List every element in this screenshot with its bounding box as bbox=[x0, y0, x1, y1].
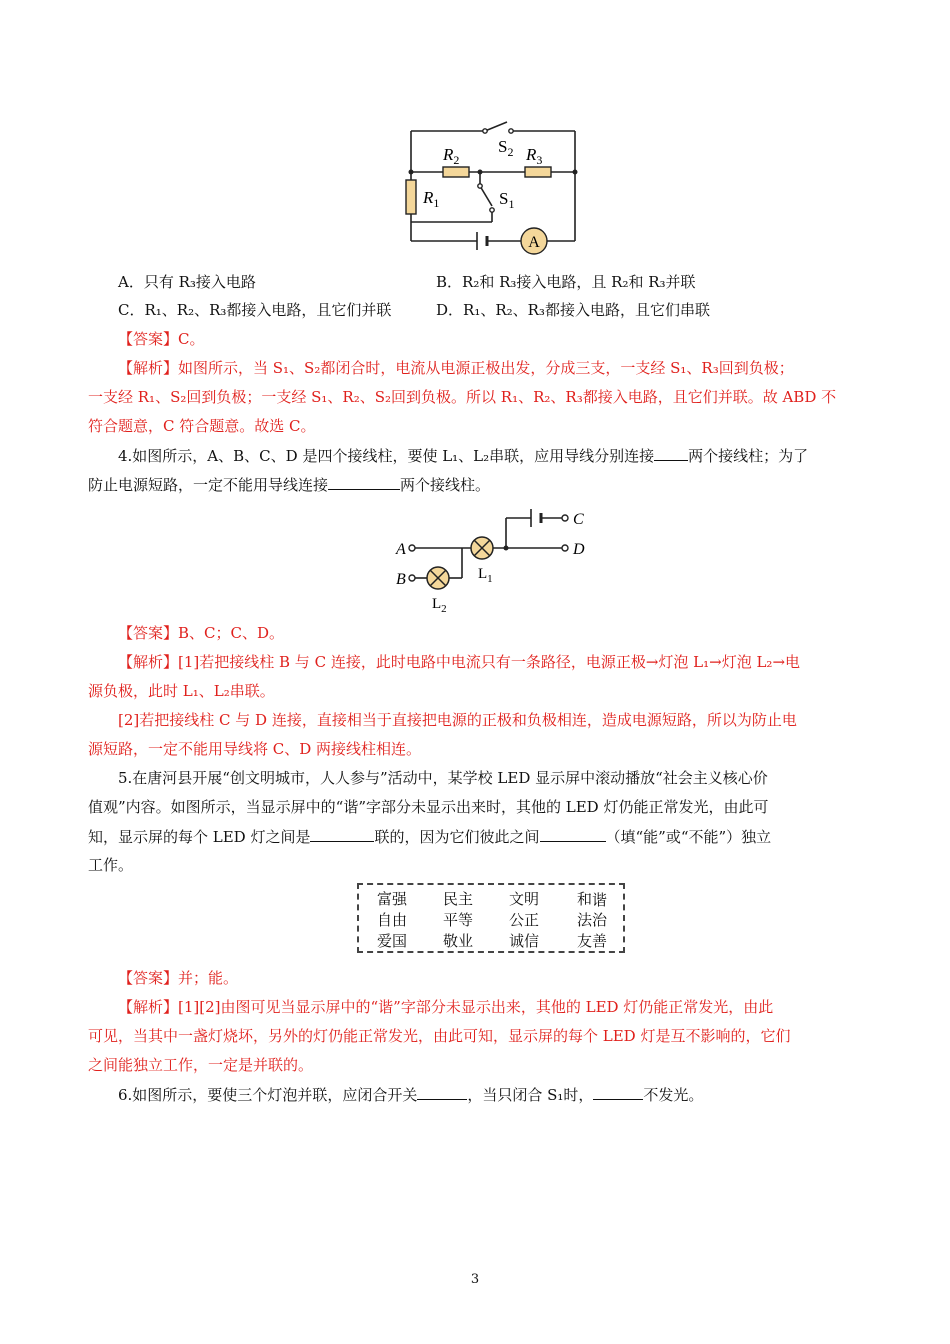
circuit-diagram-2 bbox=[392, 502, 602, 614]
label-s1: $S_1$ bbox=[499, 189, 515, 211]
q5-answer: 【答案】并；能。 bbox=[118, 969, 239, 987]
label-l2: $L_2$ bbox=[432, 596, 447, 615]
resistor-r1 bbox=[406, 180, 416, 214]
label-r2: $R_2$ bbox=[443, 145, 460, 167]
grid-cell: 法治 bbox=[577, 911, 608, 929]
q3-answer: 【答案】C。 bbox=[118, 330, 205, 348]
label-s2: $S_2$ bbox=[498, 137, 514, 159]
label-c: C bbox=[573, 511, 584, 528]
grid-cell: 文明 bbox=[509, 890, 540, 908]
terminal-a bbox=[409, 545, 415, 551]
terminal-c bbox=[562, 515, 568, 521]
q5-analysis-line-3: 之间能独立工作，一定是并联的。 bbox=[88, 1056, 314, 1074]
page-number: 3 bbox=[470, 1272, 480, 1287]
grid-cell: 自由 bbox=[377, 911, 408, 929]
grid-cell: 敬业 bbox=[443, 932, 474, 950]
q4-stem-line-1: 4.如图所示，A、B、C、D 是四个接线柱，要使 L₁、L₂串联，应用导线分别连接 两个接线柱；为了 bbox=[118, 444, 808, 467]
q4-blank-1 bbox=[654, 444, 688, 461]
q4-analysis-line-3: [2]若把接线柱 C 与 D 连接，直接相当于直接把电源的正极和负极相连，造成电源短路，所以为防止电 bbox=[118, 711, 797, 729]
q4-analysis-line-1: 【解析】[1]若把接线柱 B 与 C 连接，此时电路中电流只有一条路径，电源正极→灯泡 L₁→灯泡 L₂→电 bbox=[118, 653, 801, 671]
led-display-board bbox=[357, 883, 625, 953]
lamp-l2 bbox=[427, 567, 449, 589]
grid-cell: 爱国 bbox=[377, 932, 408, 950]
label-b: B bbox=[396, 571, 406, 588]
q5-stem-line-2: 值观”内容。如图所示，当显示屏中的“谐”字部分未显示出来时，其他的 LED 灯仍能正常发光，由此可 bbox=[88, 798, 769, 816]
q4-answer: 【答案】B、C；C、D。 bbox=[118, 624, 285, 642]
grid-cell-partial: 和谐 bbox=[577, 890, 608, 909]
grid-cell: 诚信 bbox=[509, 932, 540, 950]
q5-analysis-line-1: 【解析】[1][2]由图可见当显示屏中的“谐”字部分未显示出来，其他的 LED 灯仍能正常发光，由此 bbox=[118, 998, 774, 1016]
q5-stem-line-4: 工作。 bbox=[88, 856, 134, 874]
label-r1: $R_1$ bbox=[423, 188, 440, 210]
q6-blank-1 bbox=[417, 1083, 467, 1100]
option-c: C．R₁、R₂、R₃都接入电路，且它们并联 bbox=[118, 301, 392, 319]
resistor-r3 bbox=[525, 167, 551, 177]
circuit-diagram-1 bbox=[395, 118, 595, 258]
option-a: A．只有 R₃接入电路 bbox=[118, 273, 256, 291]
grid-cell: 富强 bbox=[377, 890, 408, 908]
q5-blank-1 bbox=[310, 825, 374, 842]
q3-analysis-line-2: 一支经 R₁、S₂回到负极；一支经 S₁、R₂、S₂回到负极。所以 R₁、R₂、R₃都接入电路，且它们并联。故 ABD 不 bbox=[88, 388, 837, 406]
label-l1: $L_1$ bbox=[478, 566, 493, 585]
q6-stem: 6.如图所示，要使三个灯泡并联，应闭合开关 ，当只闭合 S₁时， 不发光。 bbox=[118, 1083, 703, 1106]
label-a: A bbox=[396, 541, 406, 558]
q3-analysis-line-1: 【解析】如图所示，当 S₁、S₂都闭合时，电流从电源正极出发，分成三支，一支经 S₁、R₃回到负极； bbox=[118, 359, 794, 377]
lamp-l1 bbox=[471, 537, 493, 559]
q3-analysis-line-3: 符合题意，C 符合题意。故选 C。 bbox=[88, 417, 316, 435]
q6-blank-2 bbox=[593, 1083, 643, 1100]
ammeter-label: A bbox=[528, 234, 540, 251]
q4-analysis-line-2: 源负极，此时 L₁、L₂串联。 bbox=[88, 682, 275, 700]
resistor-r2 bbox=[443, 167, 469, 177]
terminal-b bbox=[409, 575, 415, 581]
option-d: D．R₁、R₂、R₃都接入电路，且它们串联 bbox=[436, 301, 710, 319]
q5-stem-line-1: 5.在唐河县开展“创文明城市，人人参与”活动中，某学校 LED 显示屏中滚动播放“社会主义核心价 bbox=[118, 769, 768, 787]
option-b: B．R₂和 R₃接入电路，且 R₂和 R₃并联 bbox=[436, 273, 696, 291]
q4-blank-2 bbox=[328, 473, 400, 490]
q4-analysis-line-4: 源短路，一定不能用导线将 C、D 两接线柱相连。 bbox=[88, 740, 422, 758]
grid-cell: 民主 bbox=[443, 890, 474, 908]
partial-char: 谐 bbox=[592, 891, 608, 909]
grid-cell: 公正 bbox=[509, 911, 540, 929]
label-d: D bbox=[573, 541, 585, 558]
q4-stem-line-2: 防止电源短路，一定不能用导线连接 两个接线柱。 bbox=[88, 473, 490, 496]
q5-analysis-line-2: 可见，当其中一盏灯烧坏，另外的灯仍能正常发光，由此可知，显示屏的每个 LED 灯是互不影响的，它们 bbox=[88, 1027, 791, 1045]
grid-cell: 友善 bbox=[577, 932, 608, 950]
q5-stem-line-3: 知，显示屏的每个 LED 灯之间是 联的，因为它们彼此之间 （填“能”或“不能”）独立 bbox=[88, 825, 771, 848]
q5-blank-2 bbox=[540, 825, 606, 842]
label-r3: $R_3$ bbox=[526, 145, 543, 167]
grid-cell: 平等 bbox=[443, 911, 474, 929]
terminal-d bbox=[562, 545, 568, 551]
